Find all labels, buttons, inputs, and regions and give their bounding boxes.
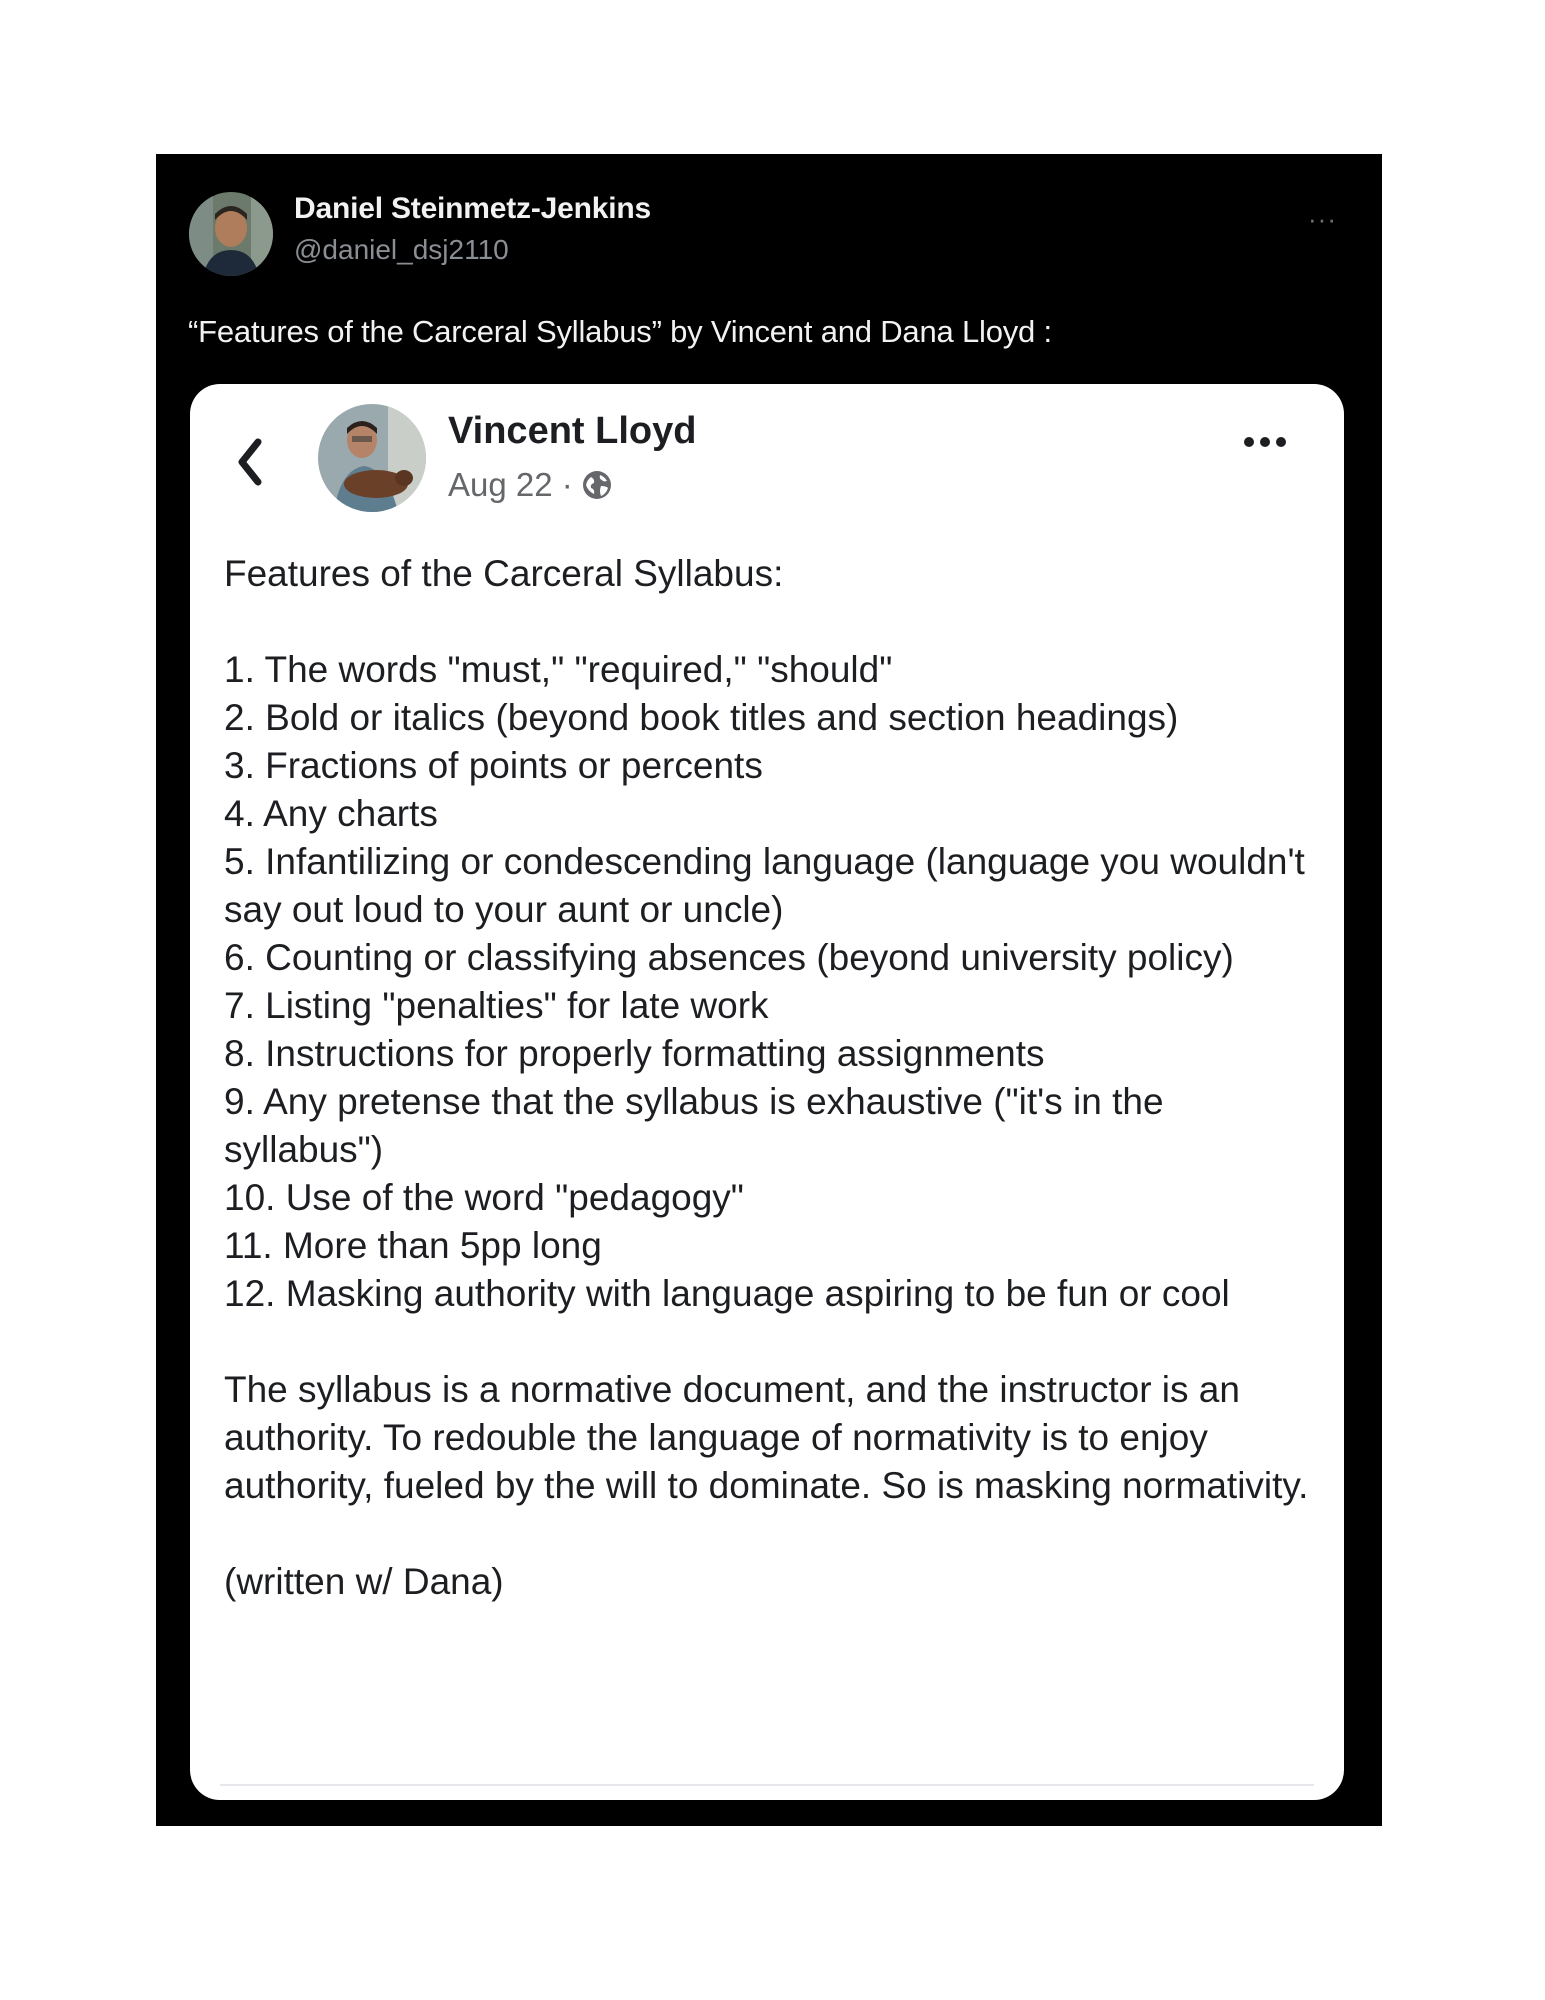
list-item: 6. Counting or classifying absences (beyond university policy) (224, 937, 1234, 978)
globe-icon (581, 469, 613, 501)
post-body (224, 550, 1324, 1606)
list-item: 7. Listing "penalties" for late work (224, 985, 769, 1026)
back-chevron-icon[interactable] (230, 432, 270, 492)
more-options-icon[interactable]: ··· (1308, 204, 1337, 234)
post-more-options-icon[interactable] (1240, 428, 1290, 456)
post-author-name[interactable]: Vincent Lloyd (448, 410, 697, 452)
post-closing-paragraph: The syllabus is a normative document, and the instructor is an authority. To redouble the language of normativity is to enjoy authority, fueled by the will to dominate. So is masking normativity. (224, 1369, 1309, 1506)
tweet-author-handle[interactable]: @daniel_dsj2110 (294, 234, 509, 265)
list-item: 3. Fractions of points or percents (224, 745, 763, 786)
list-item: 8. Instructions for properly formatting assignments (224, 1033, 1045, 1074)
list-item: 5. Infantilizing or condescending language (language you wouldn't say out loud to your aunt or uncle) (224, 841, 1305, 930)
list-item: 12. Masking authority with language aspiring to be fun or cool (224, 1273, 1230, 1314)
tweet-container (156, 154, 1382, 1826)
list-item: 9. Any pretense that the syllabus is exhaustive ("it's in the syllabus") (224, 1081, 1164, 1170)
embedded-post-card (190, 384, 1344, 1800)
tweet-text: “Features of the Carceral Syllabus” by Vincent and Dana Lloyd : (188, 314, 1052, 349)
post-author-avatar[interactable] (318, 404, 426, 512)
post-date[interactable]: Aug 22 · (448, 466, 573, 503)
list-item: 1. The words "must," "required," "should" (224, 649, 893, 690)
post-title: Features of the Carceral Syllabus: (224, 553, 784, 594)
post-signature: (written w/ Dana) (224, 1561, 504, 1602)
post-meta (448, 466, 613, 504)
card-divider (220, 1784, 1314, 1786)
tweet-author-avatar[interactable] (189, 192, 273, 276)
list-item: 10. Use of the word "pedagogy" (224, 1177, 744, 1218)
list-item: 4. Any charts (224, 793, 438, 834)
list-item: 11. More than 5pp long (224, 1225, 602, 1266)
list-item: 2. Bold or italics (beyond book titles and section headings) (224, 697, 1179, 738)
tweet-author-name[interactable]: Daniel Steinmetz-Jenkins (294, 192, 651, 225)
